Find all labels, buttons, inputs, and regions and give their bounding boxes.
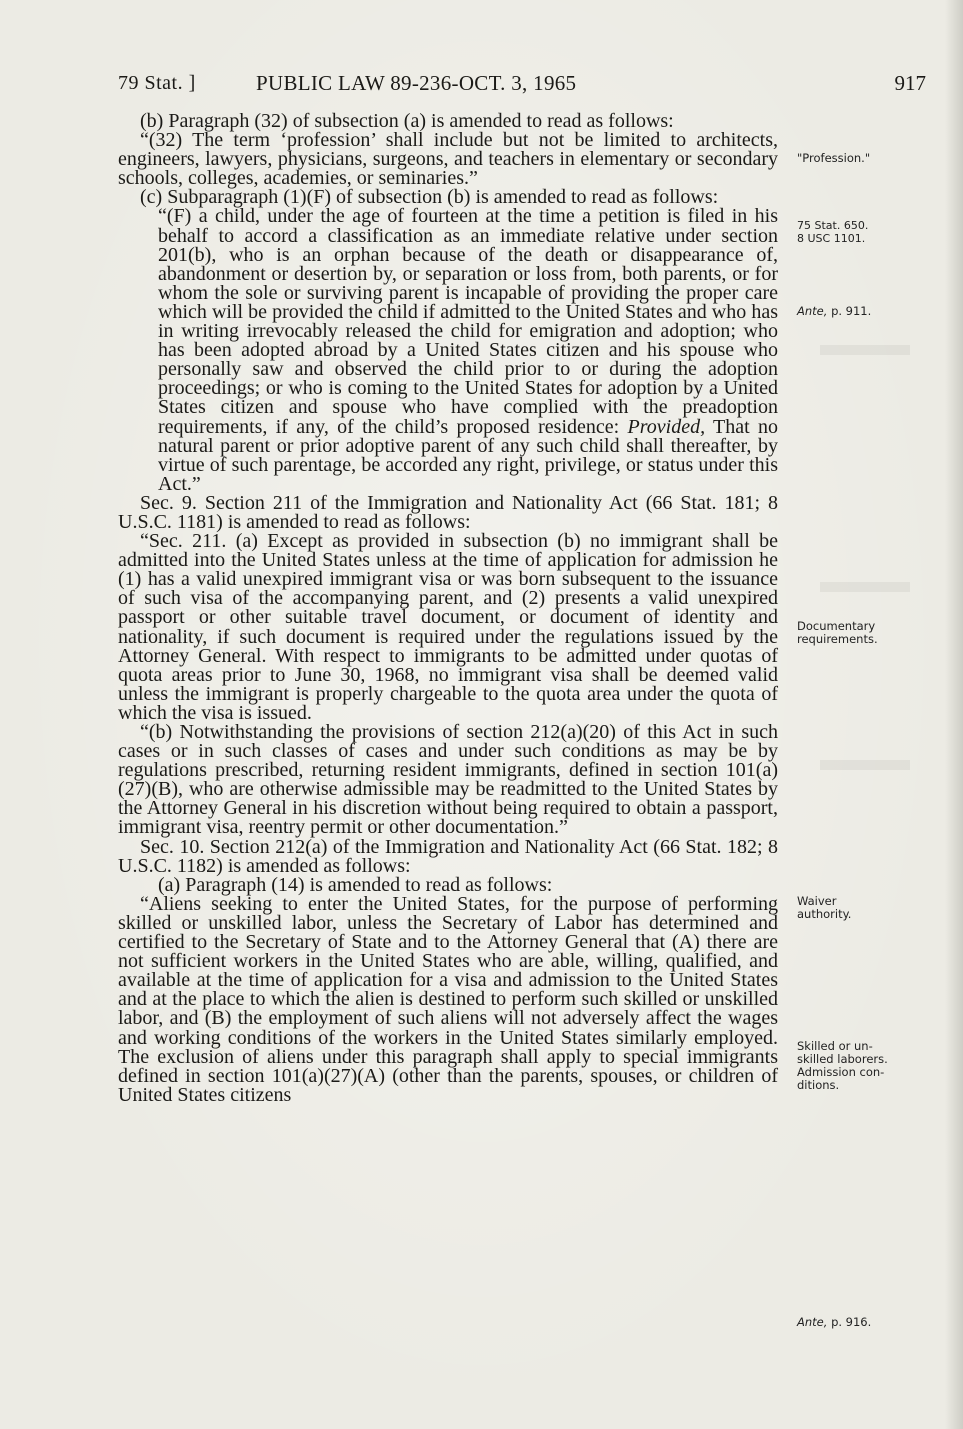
paragraph-14-text: “Aliens seeking to enter the United States, for the purpose of performing skilled or unskilled labor, unless the Secretary of Labor has determined and certified to the Secretary of State and to the Attorney General that (A) there are not sufficient workers in the United States who are able, willing, qualified, and available at the time of application for a visa and admission to the United States and at the place to which the alien is destined to perform such skilled or unskilled labor, and (B) the employment of such aliens will not adversely affect the wages and working conditions of the workers in the United States similarly employed. The exclusion of aliens under this paragraph shall apply to special immigrants defined in section 101(a)(27)(A) (other than the parents, spouses, or children of United States citizens xyxy=(118,892,778,1106)
note-ante-916: Ante, p. 916. xyxy=(797,1315,872,1329)
definition-profession: “(32) The term ‘profession’ shall include but not be limited to architects, engineers, lawyers, physicians, surgeons, and teachers in elementary or secondary schools, colleges, academies, or seminaries.” xyxy=(118,129,778,190)
bleed-through-mark xyxy=(820,582,910,592)
note-documentary-requirements: Documentary requirements. xyxy=(797,619,878,646)
note-skilled-laborers: Skilled or un- skilled laborers. Admission con- ditions. xyxy=(797,1039,888,1092)
page-edge-shadow xyxy=(945,0,963,1429)
page-number: 917 xyxy=(894,71,926,95)
statute-text xyxy=(118,112,778,1105)
section-10-heading: Sec. 10. Section 212(a) of the Immigration and Nationality Act (66 Stat. 182; 8 U.S.C. 1182) is amended as follows: xyxy=(118,835,778,877)
paragraph-14-amendment: (a) Paragraph (14) is amended to read as follows: xyxy=(158,873,553,896)
section-211-a: “Sec. 211. (a) Except as provided in subsection (b) no immigrant shall be admitted into the United States unless at the time of application for admission he (1) has a valid unexpired immigrant visa or was born subsequent to the issuance of such visa of the accompanying parent, and (2) presents a valid unexpired passport or other suitable travel document, or document of identity and nationality, if such document is required under the regulations issued by the Attorney General. With respect to immigrants to be admitted under quotas of quota areas prior to June 30, 1968, no immigrant visa shall be deemed valid unless the immigrant is properly chargeable to the quota area under the quota of which the visa is issued. xyxy=(118,530,778,724)
public-law-title: PUBLIC LAW 89-236-OCT. 3, 1965 xyxy=(256,71,577,95)
bleed-through-mark xyxy=(820,760,910,770)
note-ante-911: Ante, p. 911. xyxy=(797,304,872,318)
child-definition-text: “(F) a child, under the age of fourteen at the time a petition is filed in his behalf to accord a classification as an immediate relative under section 201(b), who is an orphan because of the death or disappearance of, abandonment or desertion by, or separation or loss from, both parents, or for whom the sole or surviving parent is incapable of providing the proper care which will be provided the child if admitted to the United States and who has in writing irrevocably released the child for emigration and adoption; who has been adopted abroad by a United States citizen and his spouse who personally saw and observed the child prior to or during the adoption proceedings; or who is coming to the United States for adoption by a United States citizen and spouse who have complied with the preadoption requirements, if any, of the child’s proposed residence: xyxy=(158,205,778,438)
margin-notes xyxy=(797,0,947,1429)
note-statute-citation: 75 Stat. 650. 8 USC 1101. xyxy=(797,219,869,245)
paragraph-b-amendment: (b) Paragraph (32) of subsection (a) is amended to read as follows: xyxy=(140,110,674,132)
section-211-b: “(b) Notwithstanding the provisions of section 212(a)(20) of this Act in such cases or in such classes of cases and under such conditions as may be by regulations prescribed, returning resident immigrants, defined in section 101(a)(27)(B), who are otherwise admissible may be readmitted to the United States by the Attorney General in his discretion without being required to obtain a passport, immigrant visa, reentry permit or other documentation.” xyxy=(118,721,778,839)
bleed-through-mark xyxy=(820,345,910,355)
child-definition xyxy=(118,207,778,493)
proviso-term: Provided, xyxy=(627,415,706,438)
statute-volume: 79 Stat. ] xyxy=(118,72,196,94)
child-definition-proviso: That no natural parent or prior adoptive parent of any such child shall thereafter, by virtue of such parentage, be accorded any right, privilege, or status under this Act.” xyxy=(158,415,778,495)
note-profession: "Profession." xyxy=(797,151,871,165)
note-waiver-authority: Waiver authority. xyxy=(797,894,852,921)
section-9-heading: Sec. 9. Section 211 of the Immigration and Nationality Act (66 Stat. 181; 8 U.S.C. 1181) is amended to read as follows: xyxy=(118,491,778,533)
paragraph-c-amendment: (c) Subparagraph (1)(F) of subsection (b) is amended to read as follows: xyxy=(140,186,719,209)
